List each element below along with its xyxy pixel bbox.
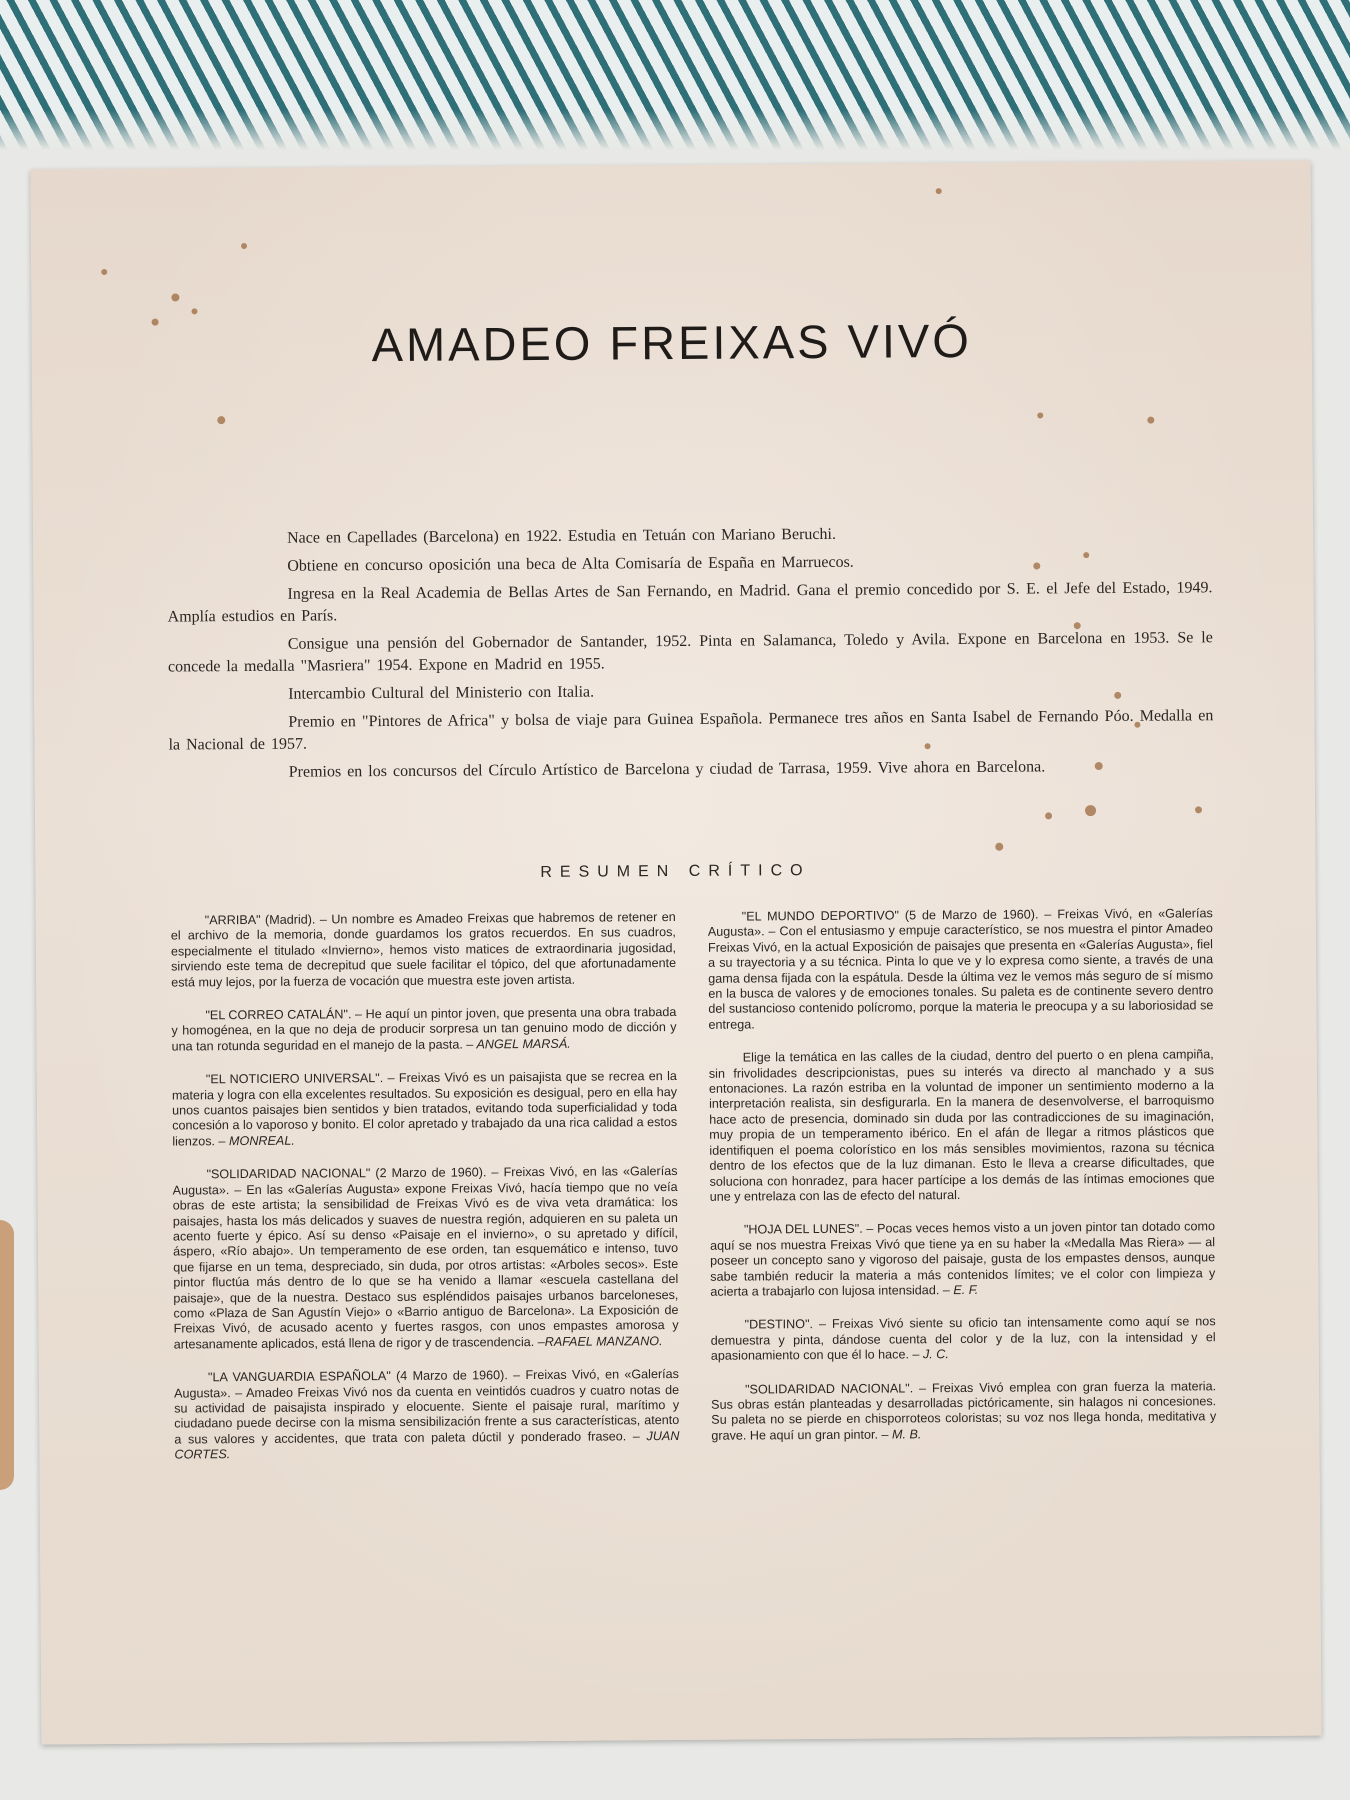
stain-spot xyxy=(995,843,1003,851)
review-author: M. B. xyxy=(888,1427,922,1442)
stain-spot xyxy=(936,188,942,194)
stain-spot xyxy=(171,293,179,301)
review-text: – Freixas Vivó emplea con gran fuerza la materia. Sus obras están planteadas y desarrolladas pictóricamente, sin halagos ni concesiones. Su paleta no se pierde en chisporroteos coloristas; su voz nos llega honda, meditativa y grave. He aquí un gran pintor. – xyxy=(711,1378,1217,1443)
review-paragraph xyxy=(174,1367,680,1463)
review-author: ANGEL MARSÁ. xyxy=(473,1036,571,1052)
biography-paragraph: Premios en los concursos del Círculo Artístico de Barcelona y ciudad de Tarrasa, 1959. Vive ahora en Barcelona. xyxy=(288,758,1046,781)
right-review-column xyxy=(708,906,1217,1462)
stain-spot xyxy=(1195,806,1202,813)
review-paragraph xyxy=(172,1069,678,1150)
stain-spot xyxy=(1045,812,1052,819)
review-source: "EL MUNDO DEPORTIVO" (5 de Marzo de 1960). xyxy=(741,907,1039,924)
review-text: – Un nombre es Amadeo Freixas que habremos de retener en el archivo de la memoria, donde guardamos los gratos recuerdos. En sus cuadros, especialmente el titulado «Invierno», hemos visto matices de extraordinaria jugosidad, sirviendo este tema de decrepitud que suele facilitar el tópico, del que afortunadamente está muy lejos, por la fuerza de vocación que muestra este joven artista. xyxy=(170,910,677,990)
biography-paragraph: Nace en Capellades (Barcelona) en 1922. Estudia en Tetuán con Mariano Beruchi. xyxy=(287,525,836,547)
review-text: – Pocas veces hemos visto a un joven pintor tan dotado como aquí se nos muestra Freixas Vivó que tiene ya en su haber la «Medalla Mas Riera» — al poseer un concepto sano y vigoroso del paisaje, gusta de los empastes densos, aunque sabe también reducir la materia a más contenidos límites; ve el color con limpieza y acierta a trabajarlo con lujosa intensidad. – xyxy=(709,1219,1216,1299)
review-paragraph xyxy=(709,1047,1215,1205)
section-title: RESUMEN CRÍTICO xyxy=(540,862,811,881)
review-author: JUAN CORTES. xyxy=(174,1428,680,1462)
review-text: – Freixas Vivó, en «Galerías Augusta». – Con el entusiasmo y empuje característico, se nos muestra el pintor Amadeo Freixas Vivó, en la actual Exposición de paisajes que presenta en «Galerías Augusta», fiel a su trayectoria y a su técnica. Pinta lo que ve y lo expresa como siente, a través de una gama densa fijada con la espátula. Desde la última vez le vemos más seguro de sí mismo en la busca de valores y de emociones tonales. Su paleta es de continente severo dentro del sustancioso contenido polícromo, porque la materia le preocupa y a su laboriosidad se entrega. xyxy=(707,906,1214,1032)
review-paragraph xyxy=(171,1005,676,1055)
review-paragraph xyxy=(171,910,677,991)
patterned-fabric-background xyxy=(0,0,1350,150)
review-text: – Freixas Vivó, en «Galerías Augusta». – Amadeo Freixas Vivó nos da cuenta en veintidós cuadros y cuatro notas de su actividad de paisajista inspirado y elocuente. Siente el paisaje rural, marítimo y ciudadano puede decirse con la misma sensibilización frente a sus características, atento a sus valores y accidentes, que trata con paleta dúctil y ponderado fraseo. – xyxy=(174,1367,680,1447)
review-source: "EL CORREO CATALÁN". xyxy=(205,1007,352,1023)
review-text: – He aquí un pintor joven, que presenta una obra trabada y homogénea, en la que no deja de producir sorpresa un tan genuino modo de dicción y una tan rotunda seguridad en el manejo de la pasta. – xyxy=(171,1005,677,1054)
review-text: Elige la temática en las calles de la ciudad, dentro del puerto o en plena campiña, sin frivolidades descripcionistas, pues su interés va directo al manchado y a sus entonaciones. La razón estriba en la voluntad de imponer un sentimiento moderno a la interpretación realista, sin desfigurarla. En la manera de desenvolverse, el barroquismo hace acto de presencia, dominado sin duda por las contradicciones de su imaginación, muy propia de un temperamento ibérico. En el afán de llegar a ritmos plásticos que identifiquen el poema colorístico en los más sensibles movimientos, razona su técnica dentro de los efectos que de la luz dimanan. Esto le lleva a crearse dificultades, que soluciona con honradez, para hacer partícipe a los demás de las íntimas emociones que une y entrelaza con las de efecto del natural. xyxy=(708,1047,1215,1204)
biography xyxy=(167,521,1214,790)
review-source: "DESTINO". xyxy=(744,1317,814,1332)
side-object-edge xyxy=(0,1220,14,1490)
review-source: "SOLIDARIDAD NACIONAL". xyxy=(745,1380,914,1397)
review-author: J. C. xyxy=(919,1347,949,1362)
review-paragraph xyxy=(172,1164,678,1352)
stain-spot xyxy=(1037,412,1043,418)
review-paragraph xyxy=(708,906,1214,1033)
stain-spot xyxy=(241,243,247,249)
review-source: "SOLIDARIDAD NACIONAL" (2 Marzo de 1960). xyxy=(206,1165,487,1182)
review-text: – Freixas Vivó, en las «Galerías Augusta». – En las «Galerías Augusta» expone Freixas Vivó, hacía tiempo que no veía obras de este artista; la sensibilidad de Freixas Vivó es de viva veta dramática: los paisajes, hasta los más delicados y suaves de nuestra región, adquieren en su paleta un acento fuerte y épico. Así su denso «Paisaje en el invierno», o su apretado y difícil, áspero, «Río abajo». Un temperamento de ese orden, tan esquemático e intenso, tuvo que fijarse en un tema, despreciado, sin duda, por otros artistas: «Arboles secos». Este pintor fluctúa más dentro de lo que se ha venido a llamar «escuela castellana del paisaje», que de la nuestra. Destaco sus espléndidos paisajes urbanos barceloneses, como «Plaza de San Agustín Viejo» o «Barrio antiguo de Barcelona». La Exposición de Freixas Vivó, de acusado acento y fuertes rasgos, con unos empastes amorosa y artesanamente aplicados, está llena de rigor y de trascendencia. – xyxy=(172,1164,679,1352)
biography-paragraph: Premio en "Pintores de Africa" y bolsa de viaje para Guinea Española. Permanece tres años en Santa Isabel de Fernando Póo. Medalla en la Nacional de 1957. xyxy=(168,707,1214,754)
review-text: – Freixas Vivó siente su oficio tan intensamente como aquí se nos demuestra y pinta, dándose cuenta del color y de la luz, con la intensidad y el apasionamiento con que él lo hace. – xyxy=(710,1314,1216,1363)
review-source: "LA VANGUARDIA ESPAÑOLA" (4 Marzo de 1960). xyxy=(207,1368,508,1385)
review-paragraph xyxy=(711,1379,1216,1444)
review-author: E. F. xyxy=(949,1282,979,1298)
biography-paragraph: Ingresa en la Real Academia de Bellas Artes de San Fernando, en Madrid. Gana el premio concedido por S. E. el Jefe del Estado, 1949. Amplía estudios en París. xyxy=(167,579,1213,626)
stain-spot xyxy=(217,416,225,424)
review-source: "ARRIBA" (Madrid). xyxy=(204,912,316,928)
page-title: AMADEO FREIXAS VIVÓ xyxy=(371,313,973,372)
stain-spot xyxy=(1085,805,1096,816)
review-source: "EL NOTICIERO UNIVERSAL". xyxy=(205,1071,384,1087)
document-page xyxy=(31,161,1322,1745)
biography-paragraph: Intercambio Cultural del Ministerio con Italia. xyxy=(288,683,595,703)
biography-paragraph: Consigue una pensión del Gobernador de Santander, 1952. Pinta en Salamanca, Toledo y Avila. Expone en Barcelona en 1953. Se le concede la medalla "Masriera" 1954. Expone en Madrid en 1955. xyxy=(167,629,1213,676)
stain-spot xyxy=(101,269,107,275)
biography-paragraph: Obtiene en concurso oposición una beca de Alta Comisaría de España en Marruecos. xyxy=(287,553,854,575)
review-author: RAFAEL MANZANO. xyxy=(544,1333,663,1349)
left-review-column xyxy=(171,910,680,1481)
review-source: "HOJA DEL LUNES". xyxy=(743,1222,863,1237)
review-text: – Freixas Vivó es un paisajista que se recrea en la materia y logra con ella excelentes resultados. Su exposición es desigual, pero en ella hay unos cuantos paisajes bien sentidos y bien tratados, evitando toda superficialidad y toda concesión a lo vaporoso y bonito. El color apretado y trabajado da una rica calidad a estos lienzos. – xyxy=(171,1069,678,1149)
stain-spot xyxy=(1147,417,1154,424)
stain-spot xyxy=(191,308,197,314)
review-author: MONREAL. xyxy=(225,1133,295,1149)
review-paragraph xyxy=(711,1315,1216,1365)
review-paragraph xyxy=(710,1220,1216,1301)
